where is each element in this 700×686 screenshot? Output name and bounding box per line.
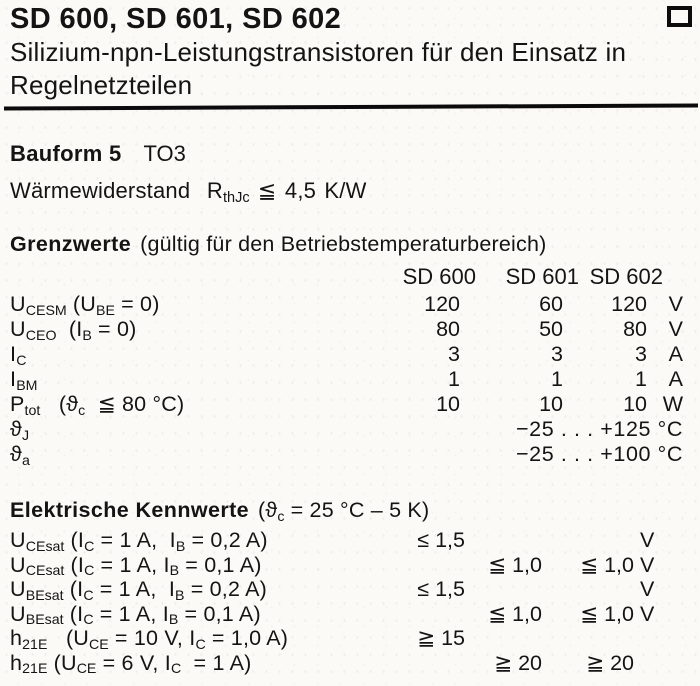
package-label: TO3 [143,141,186,166]
row-label: $U_{CESM}$ $(U_{BE} = 0)$ [10,292,160,319]
row-label: $U_{BEsat}$ ($I_C = 1$ A, $I_B = 0,2$ A) [10,577,267,604]
row-label: $ϑ_a$ [10,442,30,469]
bauform-label: Bauform 5 [10,141,122,166]
row-value [465,528,542,553]
row-value [542,528,634,553]
row-value: ≦ 1,0 [488,601,542,626]
row-value [385,602,465,627]
row-value: 3 [448,342,460,366]
row-label: $U_{CEsat}$ ($I_C = 1$ A, $I_B = 0,1$ A) [10,552,262,580]
row-value: 120 [611,292,647,316]
column-header: SD 601 [505,264,579,289]
row-value [385,553,465,578]
row-value: 3 [551,342,563,366]
table-row [10,292,695,317]
grenzwerte-table [10,292,695,467]
column-header: SD 600 [402,264,476,289]
row-value: ≦ 1,0 [488,552,542,577]
row-unit [634,651,674,676]
table-row [10,367,695,392]
kennwerte-heading-bold: Elektrische Kennwerte [10,498,250,522]
row-unit: V [668,292,683,316]
table-row [10,626,695,651]
row-value [542,577,634,602]
bauform-line [10,141,695,167]
row-value: 1 [635,367,647,391]
row-value: 80 [623,317,647,341]
row-value: ≤ 1,5 [417,577,465,601]
table-row [10,392,695,417]
table-row [10,651,695,676]
row-unit: V [640,577,655,601]
table-row [10,342,695,367]
kennwerte-heading [10,498,695,523]
page-title: SD 600, SD 601, SD 602 [10,3,342,35]
row-value: ≤ 1,5 [417,528,465,552]
row-value: 10 [539,392,563,416]
row-span-value: −25 . . . +100 °C [515,442,683,466]
row-label: $U_{BEsat}$ ($I_C = 1$ A, $I_B = 0,1$ A) [10,601,261,629]
row-span-value: −25 . . . +125 °C [515,417,683,441]
row-label: $U_{CEO}$ $(I_B = 0)$ [10,317,137,344]
row-value: 1 [448,367,460,391]
table-row [10,577,695,602]
row-label: $U_{CEsat}$ ($I_C = 1$ A, $I_B = 0,2$ A) [10,528,268,555]
row-value [385,651,465,676]
table-row [10,417,695,442]
row-label: $I_{BM}$ [10,367,38,394]
grenzwerte-heading-bold: Grenzwerte [10,232,132,256]
page-subtitle [10,36,695,102]
row-label: $ϑ_J$ [10,417,30,444]
grenzwerte-column-headers [10,264,695,290]
table-row [10,442,695,467]
row-value: 10 [623,392,647,416]
row-unit: W [662,392,683,416]
subtitle-line-1: Silizium-npn-Leistungstransistoren für den Einsatz in [10,37,627,67]
row-unit: A [668,342,683,366]
row-value: 60 [539,292,563,316]
row-label: $P_{tot}$ ($ϑ_c$ ≦ 80 °C) [10,392,185,419]
table-row [10,602,695,627]
row-value: ≧ 20 [586,650,634,675]
row-value: ≦ 1,0 [580,552,634,577]
row-label: $I_C$ [10,342,27,369]
header-divider [4,103,698,110]
row-value: 3 [635,342,647,366]
grenzwerte-heading-note: (gültig für den Betriebstemperaturbereich) [140,232,547,256]
row-value: 10 [436,392,460,416]
subtitle-line-2: Regelnetzteilen [10,70,193,100]
kennwerte-heading-note: ($ϑ_c = 25$ °C – 5 K) [258,498,430,525]
row-value: ≧ 20 [494,650,542,675]
row-value [465,577,542,602]
row-value: 120 [424,292,460,316]
row-unit: V [640,601,655,626]
row-value: ≦ 1,0 [580,601,634,626]
row-value: 80 [436,317,460,341]
row-value: 50 [539,317,563,341]
row-label: $h_{21E}$ ($U_{CE} = 10$ V, $I_C = 1,0$ A) [10,626,289,653]
table-row [10,528,695,553]
row-unit: A [668,367,683,391]
grenzwerte-heading [10,232,695,257]
row-unit: V [668,317,683,341]
row-value [542,626,634,651]
square-outline-icon [667,6,692,27]
row-value: 1 [551,367,563,391]
thermal-resistance-line: Wärmewiderstand $R_{thJc}$ ≦ 4,5 K/W [10,178,367,207]
table-row [10,317,695,342]
column-header: SD 602 [589,264,663,289]
table-row [10,553,695,578]
kennwerte-table [10,528,695,678]
row-value: ≧ 15 [417,626,465,650]
row-value [465,626,542,651]
row-unit: V [640,552,655,577]
row-unit [634,626,674,651]
row-label: $h_{21E}$ ($U_{CE} = 6$ V, $I_C = 1$ A) [10,650,252,678]
row-unit: V [640,528,655,552]
